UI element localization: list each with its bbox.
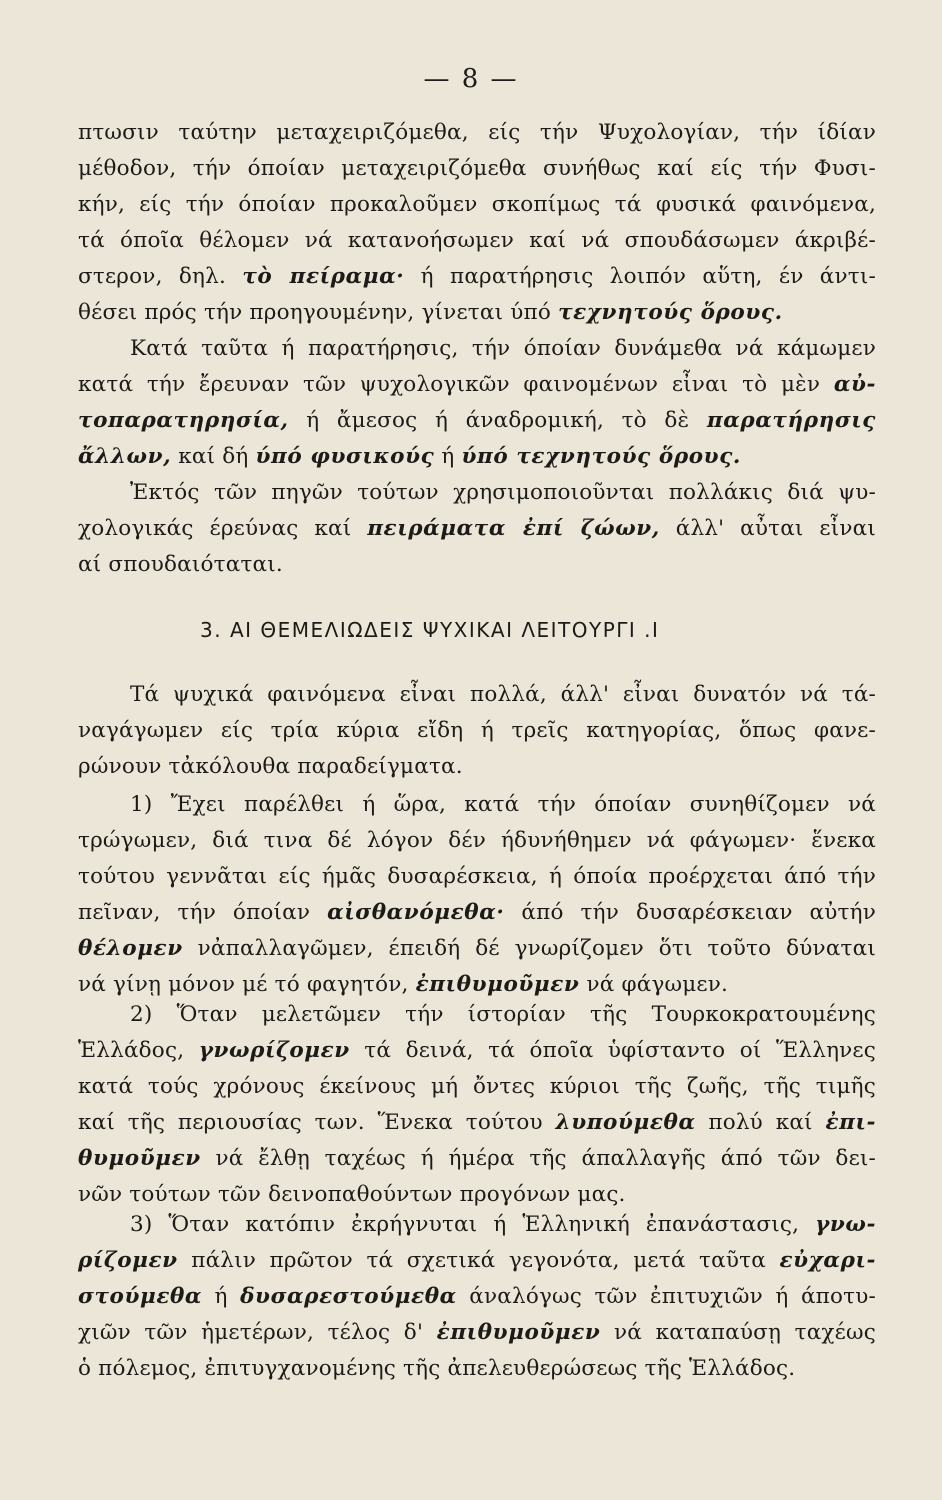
text-span: θέσει πρός τήν προηγουμένην, γίνεται ύπό xyxy=(78,300,552,325)
text-span: νά ἔλθῃ ταχέως ή ήμέρα τῆς άπαλλαγῆς άπό τῶν δει- xyxy=(215,1146,876,1171)
text-span: καί τῆς περιουσίας των. Ἕνεκα τούτου xyxy=(78,1110,543,1135)
text-line xyxy=(78,1144,876,1174)
text-line: κήν, είς τήν όποίαν προκαλοῦμεν σκοπίμως τά φυσικά φαινόμενα, xyxy=(78,192,876,217)
emphasis-term: αἰσθανόμεθα· xyxy=(327,900,505,925)
emphasis-term: ύπό τεχνητούς ὅρους. xyxy=(461,444,741,469)
text-line: τά όποῖα θέλομεν νά κατανοήσωμεν καί νά σπουδάσωμεν άκριβέ- xyxy=(78,228,876,253)
emphasis-term: αὐ- xyxy=(833,372,876,397)
text-span: στερον, δηλ. xyxy=(78,264,226,289)
emphasis-term: τοπαρατηρησία, xyxy=(78,408,289,433)
text-span: ή ἄμεσος ή άναδρομική, τὸ δὲ xyxy=(306,408,690,433)
emphasis-term: ἐπι- xyxy=(825,1110,876,1135)
text-span: πεῖναν, τήν όποίαν xyxy=(78,900,311,925)
text-span: χιῶν τῶν ἡμετέρων, τέλος δ' xyxy=(78,1320,424,1345)
emphasis-term: παρατήρησις xyxy=(706,408,876,433)
text-span: τά δεινά, τά όποῖα ὑφίσταντο οί Ἕλληνες xyxy=(364,1038,876,1063)
text-line xyxy=(78,898,876,928)
text-line: ὁ πόλεμος, ἐπιτυγχανομένης τῆς ἀπελευθερώσεως τῆς Ἑλλάδος. xyxy=(78,1356,796,1381)
emphasis-term: ἄλλων, xyxy=(78,444,172,469)
text-line xyxy=(78,1210,876,1240)
text-span: νἀπαλλαγῶμεν, έπειδή δέ γνωρίζομεν ὅτι τοῦτο δύναται xyxy=(197,936,876,961)
text-line xyxy=(78,514,876,544)
text-line: 2) Ὅταν μελετῶμεν τήν ίστορίαν τῆς Τουρκοκρατουμένης xyxy=(130,1002,876,1027)
text-line xyxy=(78,1246,876,1276)
emphasis-term: θέλομεν xyxy=(78,936,183,961)
text-line: Ἐκτός τῶν πηγῶν τούτων χρησιμοποιοῦνται πολλάκις διά ψυ- xyxy=(130,480,876,505)
text-span: ή xyxy=(214,1284,228,1309)
emphasis-term: ρίζομεν xyxy=(78,1248,178,1273)
text-span: ή xyxy=(441,444,455,469)
text-line: νῶν τούτων τῶν δεινοπαθούντων προγόνων μας. xyxy=(78,1182,626,1207)
text-span: 3) Ὅταν κατόπιν ἐκρήγνυται ή Ἑλληνική ἐπανάστασις, xyxy=(130,1212,800,1237)
text-line: ρώνουν τἀκόλουθα παραδείγματα. xyxy=(78,754,463,779)
emphasis-term: εὐχαρι- xyxy=(779,1248,876,1273)
text-line xyxy=(78,1282,876,1312)
text-line xyxy=(78,442,876,472)
text-line: τρώγωμεν, διά τινα δέ λόγον δέν ήδυνήθημεν νά φάγωμεν· ἕνεκα xyxy=(78,828,876,853)
text-line: 1) Ἔχει παρέλθει ή ὥρα, κατά τήν όποίαν συνηθίζομεν νά xyxy=(130,792,876,817)
text-span: νά γίνῃ μόνον μέ τό φαγητόν, xyxy=(78,972,409,997)
emphasis-term: λυπούμεθα xyxy=(555,1110,696,1135)
text-line: αί σπουδαιόταται. xyxy=(78,552,283,577)
emphasis-term: τὸ πείραμα· xyxy=(242,264,405,289)
text-line: πτωσιν ταύτην μεταχειριζόμεθα, είς τήν Ψυχολογίαν, τήν ίδίαν xyxy=(78,120,876,145)
emphasis-term: γνω- xyxy=(815,1212,876,1237)
emphasis-term: πειράματα ἐπί ζώων, xyxy=(367,516,660,541)
text-line: μέθοδον, τήν όποίαν μεταχειριζόμεθα συνήθως καί είς τήν Φυσι- xyxy=(78,156,876,181)
text-span: πάλιν πρῶτον τά σχετικά γεγονότα, μετά ταῦτα xyxy=(191,1248,766,1273)
text-span: Ἑλλάδος, xyxy=(78,1038,185,1063)
text-span: νά καταπαύσῃ ταχέως xyxy=(614,1320,876,1345)
text-line: ναγάγωμεν είς τρία κύρια εἴδη ή τρεῖς κατηγορίας, ὅπως φανε- xyxy=(78,718,876,743)
text-line xyxy=(78,970,876,1000)
emphasis-term: στούμεθα xyxy=(78,1284,203,1309)
text-line xyxy=(78,406,876,436)
text-line xyxy=(78,262,876,292)
text-span: χολογικάς έρεύνας καί xyxy=(78,516,352,541)
text-line xyxy=(78,1108,876,1138)
text-span: νά φάγωμεν. xyxy=(586,972,729,997)
emphasis-term: γνωρίζομεν xyxy=(198,1038,350,1063)
text-line: κατά τούς χρόνους έκείνους μή ὄντες κύριοι τῆς ζωῆς, τῆς τιμῆς xyxy=(78,1074,876,1099)
section-heading: 3. ΑΙ ΘΕΜΕΛΙΩΔΕΙΣ ΨΥΧΙΚΑΙ ΛΕΙΤΟΥΡΓΙ .Ι xyxy=(200,618,660,642)
emphasis-term: τεχνητούς ὅρους. xyxy=(558,300,783,325)
text-span: κατά τήν ἔρευναν τῶν ψυχολογικῶν φαινομένων εἶναι τὸ μὲν xyxy=(78,372,821,397)
text-line xyxy=(78,1036,876,1066)
emphasis-term: ἐπιθυμοῦμεν xyxy=(415,972,580,997)
text-line xyxy=(78,934,876,964)
emphasis-term: ἐπιθυμοῦμεν xyxy=(436,1320,601,1345)
text-span: άναλόγως τῶν ἐπιτυχιῶν ή άποτυ- xyxy=(469,1284,876,1309)
text-span: καί δή xyxy=(178,444,249,469)
emphasis-term: θυμοῦμεν xyxy=(78,1146,201,1171)
emphasis-term: δυσαρεστούμεθα xyxy=(240,1284,457,1309)
text-line xyxy=(78,298,876,328)
page-number: — 8 — xyxy=(423,64,519,94)
text-line xyxy=(78,370,876,400)
text-span: πολύ καί xyxy=(708,1110,813,1135)
text-line: Κατά ταῦτα ή παρατήρησις, τήν όποίαν δυνάμεθα νά κάμωμεν xyxy=(130,336,876,361)
text-span: ή παρατήρησις λοιπόν αὕτη, έν άντι- xyxy=(420,264,876,289)
text-span: άλλ' αὖται εἶναι xyxy=(675,516,876,541)
emphasis-term: ύπό φυσικούς xyxy=(255,444,435,469)
text-span: άπό τήν δυσαρέσκειαν αὐτήν xyxy=(521,900,876,925)
text-line: τούτου γεννᾶται είς ήμᾶς δυσαρέσκεια, ή όποία προέρχεται άπό τήν xyxy=(78,864,876,889)
text-line: Τά ψυχικά φαινόμενα εἶναι πολλά, άλλ' εἶναι δυνατόν νά τά- xyxy=(130,682,876,707)
text-line xyxy=(78,1318,876,1348)
